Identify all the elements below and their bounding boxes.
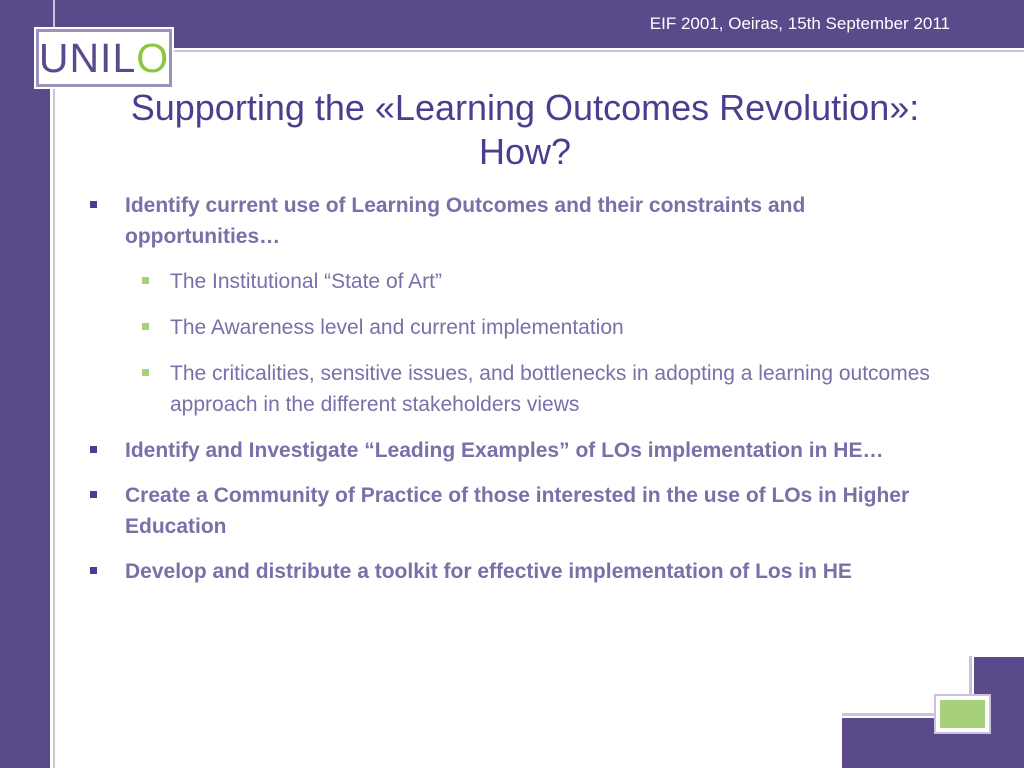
bullet-item: [85, 435, 955, 466]
sub-bullet-square-icon: [142, 323, 149, 330]
sub-bullet-text: The Awareness level and current implementation: [170, 316, 624, 339]
sub-bullet-square-icon: [142, 277, 149, 284]
sub-bullet-square-icon: [142, 369, 149, 376]
bullet-text: Identify and Investigate “Leading Examples” of LOs implementation in HE…: [125, 439, 884, 462]
slide-title: [70, 86, 980, 174]
bullet-item: [85, 480, 955, 542]
logo-text-primary: UNIL: [38, 34, 137, 81]
event-caption: EIF 2001, Oeiras, 15th September 2011: [649, 14, 950, 33]
bullet-square-icon: [90, 491, 97, 498]
bullet-list: [85, 190, 955, 601]
bullet-square-icon: [90, 201, 97, 208]
sub-bullet-item: [85, 312, 955, 343]
bullet-square-icon: [90, 567, 97, 574]
slide-title-line-1: Supporting the «Learning Outcomes Revolution»:: [130, 87, 920, 128]
green-accent-square: [936, 696, 989, 732]
slide-title-line-2: How?: [478, 131, 572, 172]
sub-bullet-item: [85, 358, 955, 420]
left-divider: [53, 0, 55, 768]
left-accent-bar: [0, 0, 50, 768]
logo-text-accent: O: [136, 34, 170, 81]
bullet-square-icon: [90, 446, 97, 453]
sub-bullet-item: [85, 266, 955, 297]
sub-bullet-text: The criticalities, sensitive issues, and bottlenecks in adopting a learning outcomes approach in the different stakeholders views: [170, 362, 930, 416]
unilo-logo: [36, 29, 172, 87]
sub-bullet-text: The Institutional “State of Art”: [170, 270, 442, 293]
bullet-item: [85, 556, 955, 587]
bullet-text: Identify current use of Learning Outcomes and their constraints and opportunities…: [125, 194, 806, 248]
bullet-text: Create a Community of Practice of those interested in the use of LOs in Higher Education: [125, 484, 910, 538]
bullet-text: Develop and distribute a toolkit for effective implementation of Los in HE: [125, 560, 852, 583]
bullet-item: [85, 190, 955, 252]
